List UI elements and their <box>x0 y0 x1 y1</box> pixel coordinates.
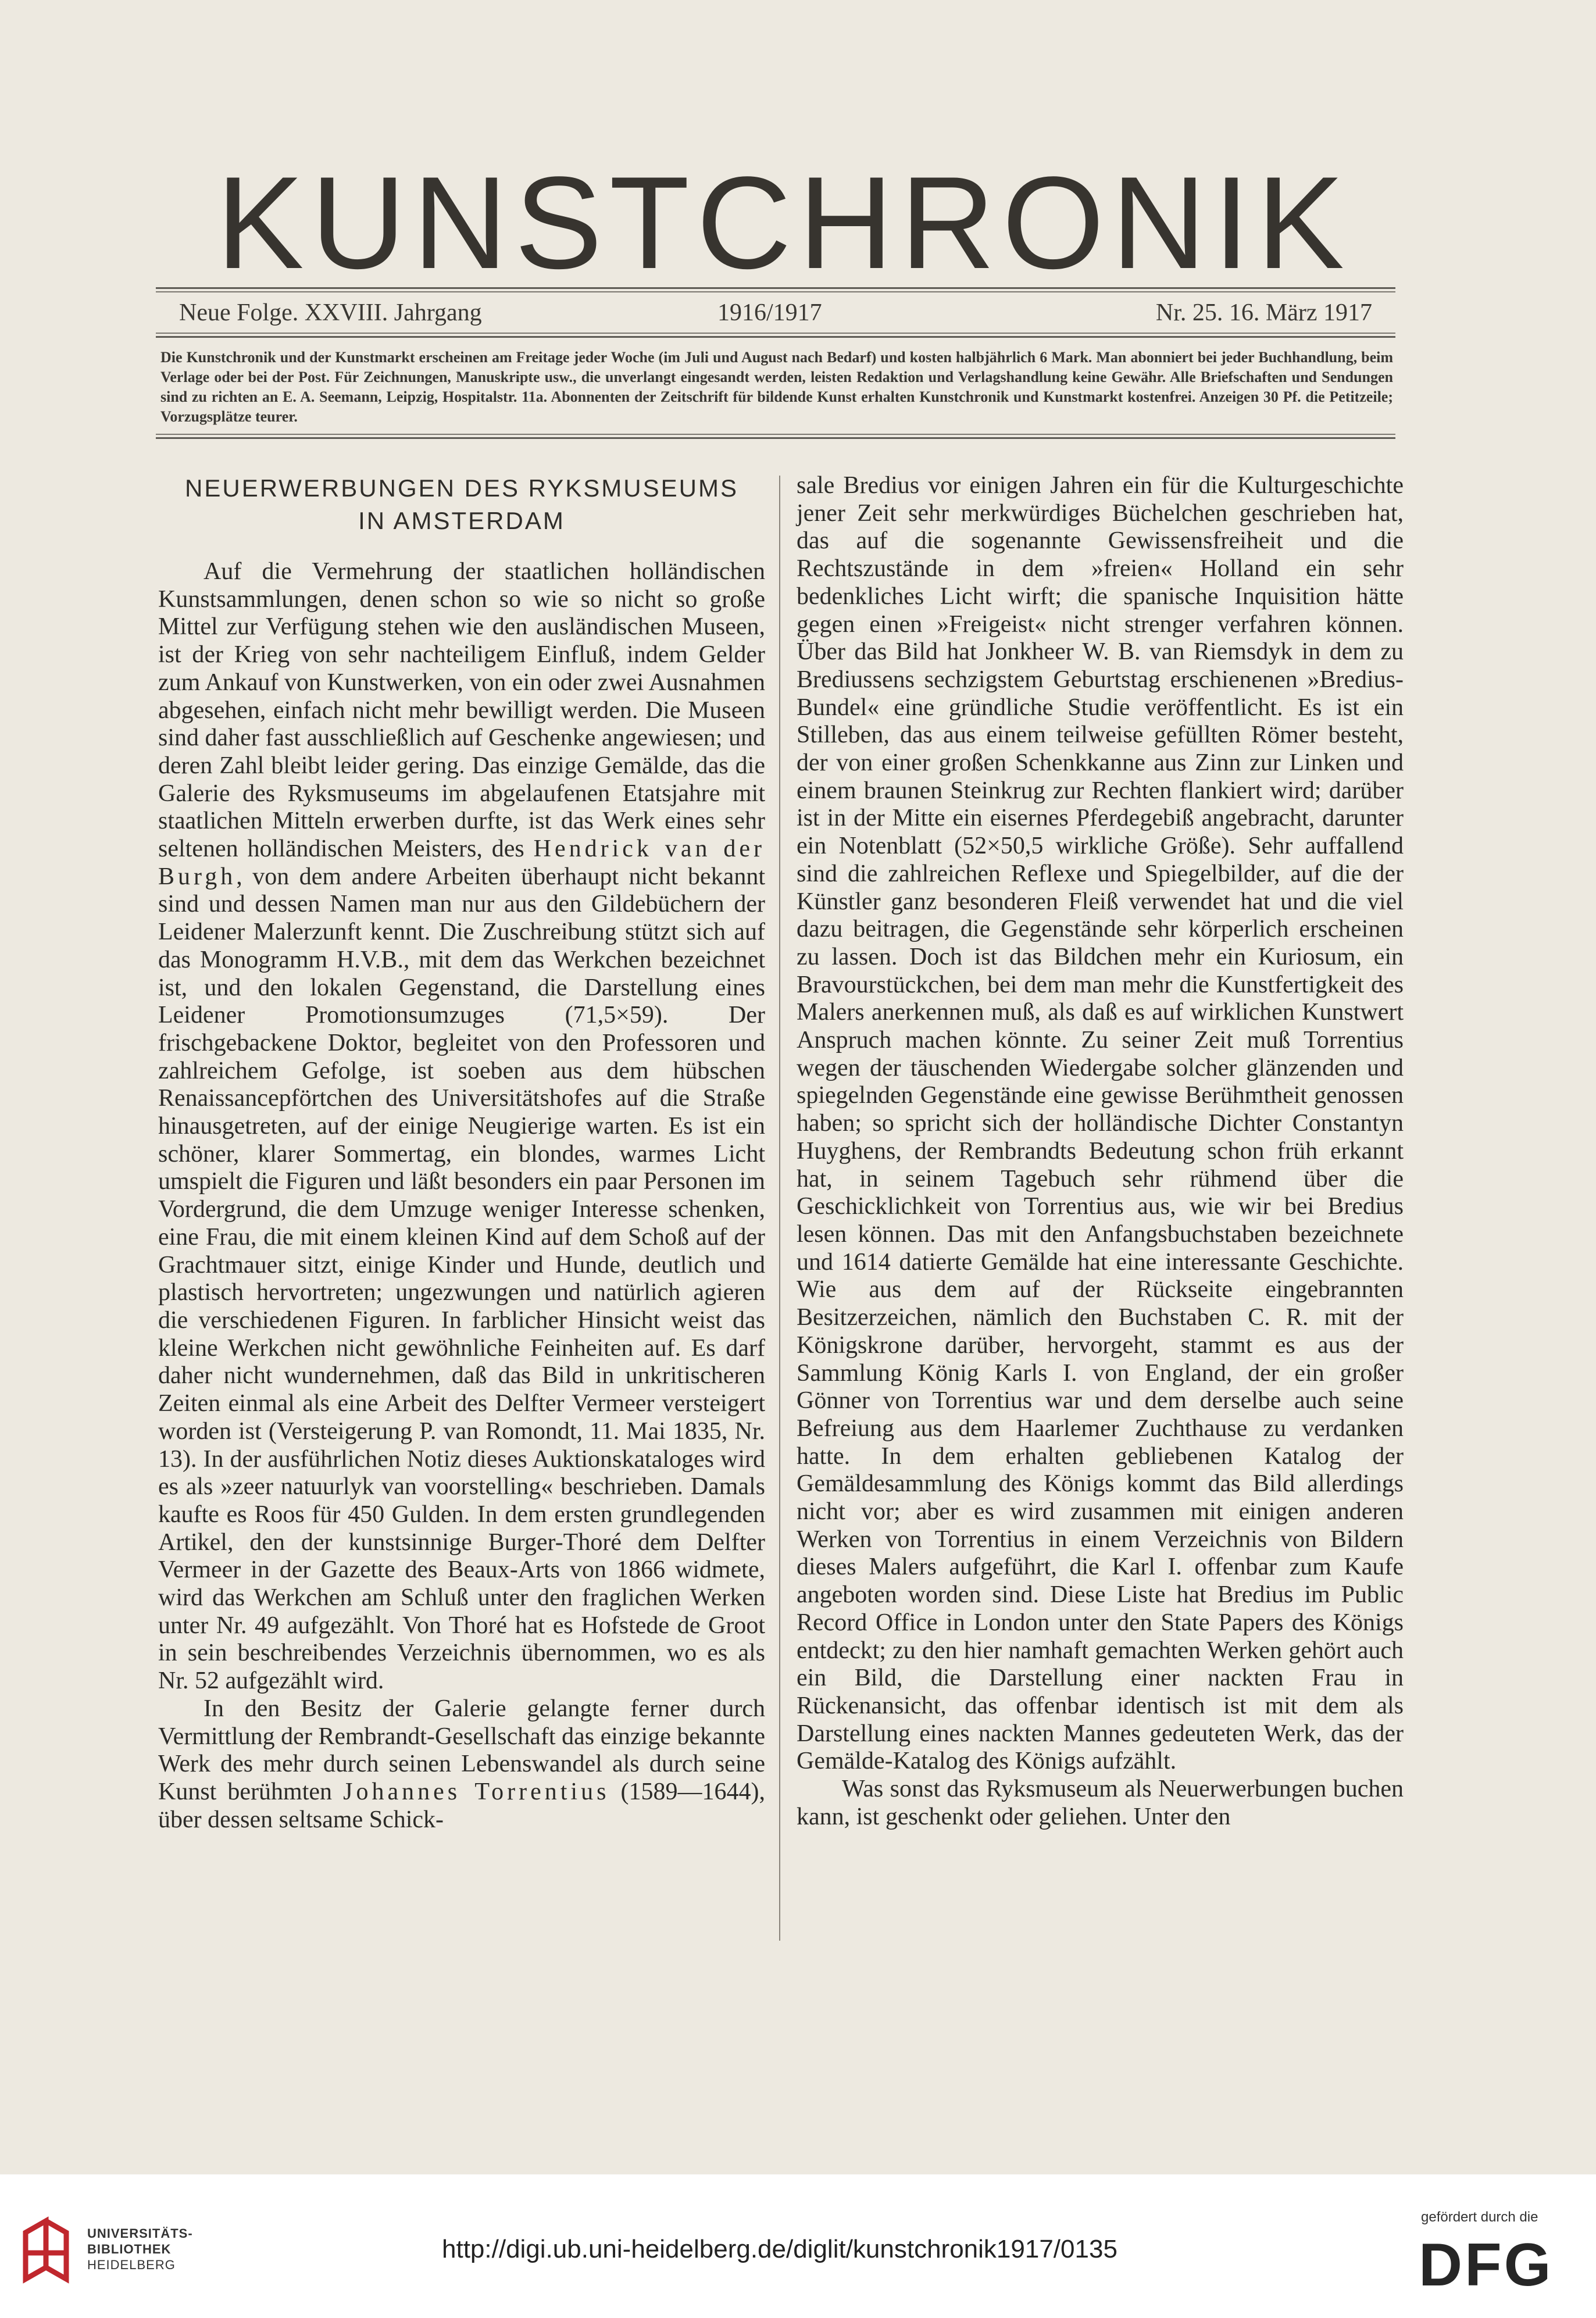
issue-number-date: Nr. 25. 16. März 1917 <box>1155 299 1372 326</box>
library-name-line3: HEIDELBERG <box>87 2258 176 2272</box>
masthead-title: KUNSTCHRONIK <box>216 149 1352 296</box>
article-paragraph <box>158 558 765 1695</box>
left-column <box>158 472 765 1834</box>
issue-year: 1916/1917 <box>717 299 822 326</box>
article-title-line1: NEUERWERBUNGEN DES RYKSMUSEUMS <box>185 474 738 502</box>
masthead-rule-top <box>156 287 1395 289</box>
right-column <box>797 472 1404 1831</box>
article-title-line2: IN AMSTERDAM <box>358 507 565 534</box>
notice-rule-2 <box>156 437 1395 439</box>
library-name-line2: BIBLIOTHEK <box>87 2242 172 2256</box>
digitization-footer <box>0 2174 1596 2318</box>
logo-mark <box>26 2221 66 2279</box>
library-name <box>87 2226 193 2273</box>
text-run: , von dem andere Arbeiten überhaupt nicht bekannt sind und dessen Namen man nur aus den Gildebüchern der Leidener Malerzunft kennt. Die Zuschreibung stützt sich auf das Monogramm H.V.B., mit dem das Werkchen bezeichnet ist, und den lokalen Gegenstand, die Darstellung eines Leidener Promotionsumzuges (71,5×59). Der frischgebackene Doktor, begleitet von den Professoren und zahlreichem Gefolge, ist soeben aus dem hübschen Renaissancepförtchen des Universitätshofes auf die Straße hinausgetreten, auf der einige Neugierige warten. Es ist ein schöner, klarer Sommertag, ein blondes, warmes Licht umspielt die Figuren und läßt besonders ein paar Personen im Vordergrund, die dem Umzuge weniger Interesse schenken, eine Frau, die mit einem kleinen Kind auf dem Schoß auf der Grachtmauer sitzt, einige Kinder und Hunde, deutlich und plastisch hervortreten; ungezwungen und natürlich agieren die verschiedenen Figuren. In farblicher Hinsicht weist das kleine Werkchen nicht gewöhnliche Feinheiten auf. Es darf daher nicht wundernehmen, daß das Bild in unkritischeren Zeiten einmal als eine Arbeit des Delfter Vermeer versteigert worden ist (Versteigerung P. van Romondt, 11. Mai 1835, Nr. 13). In der ausführlichen Notiz dieses Auktionskataloges wird es als »zeer natuurlyk van voorstelling« beschrieben. Damals kaufte es Roos für 450 Gulden. In dem ersten grundlegenden Artikel, den der kunstsinnige Burger-Thoré dem Delfter Vermeer in der Gazette des Beaux-Arts von 1866 widmete, wird das Werkchen am Schluß unter den fraglichen Werken unter Nr. 49 aufgezählt. Von Thoré hat es Hofstede de Groot in sein beschreibendes Verzeichnis übernommen, wo es als Nr. 52 aufgezählt wird. <box>158 863 765 1695</box>
dfg-logo: DFG <box>1419 2231 1554 2299</box>
column-divider <box>779 476 780 1941</box>
text-run: (1589—1644), über dessen seltsame Schick- <box>158 1778 766 1833</box>
issue-series: Neue Folge. XXVIII. Jahrgang <box>179 299 482 326</box>
library-name-line1: UNIVERSITÄTS- <box>87 2226 193 2241</box>
notice-rule <box>156 434 1395 435</box>
artist-name: Johannes Torrentius <box>343 1778 610 1805</box>
text-run: Auf die Vermehrung der staatlichen holländischen Kunstsammlungen, denen schon so wie so nicht so große Mittel zur Verfügung stehen wie den ausländischen Museen, ist der Krieg von sehr nachteiligem Einfluß, indem Gelder zum Ankauf von Kunstwerken, von ein oder zwei Ausnahmen abgesehen, einfach nicht mehr bewilligt werden. Die Museen sind daher fast ausschließlich auf Geschenke angewiesen; und deren Zahl bleibt leider gering. Das einzige Gemälde, das die Galerie des Ryksmuseums im abgelaufenen Etatsjahre mit staatlichen Mitteln erwerben durfte, ist das Werk eines sehr seltenen holländischen Meisters, des <box>158 558 765 863</box>
issue-line <box>179 299 1372 334</box>
article-paragraph <box>158 1695 765 1834</box>
article-paragraph: Was sonst das Ryksmuseum als Neuerwerbungen buchen kann, ist geschenkt oder geliehen. Unter den <box>797 1776 1404 1830</box>
subscription-notice: Die Kunstchronik und der Kunstmarkt erscheinen am Freitage jeder Woche (im Juli und August nach Bedarf) und kosten halbjährlich 6 Mark. Man abonniert bei jeder Buchhandlung, beim Verlage oder bei der Post. Für Zeichnungen, Manuskripte usw., die unverlangt eingesandt werden, leisten Redaktion und Verlagshandlung keine Gewähr. Alle Briefschaften und Sendungen sind zu richten an E. A. Seemann, Leipzig, Hospitalstr. 11a. Abonnenten der Zeitschrift für bildende Kunst erhalten Kunstchronik und Kunstmarkt kostenfrei. Anzeigen 30 Pf. die Petitzeile; Vorzugsplätze teurer. <box>160 349 1393 425</box>
funding-note: gefördert durch die <box>1421 2209 1538 2225</box>
text-run: In den Besitz der Galerie gelangte ferner durch Vermittlung der Rembrandt-Gesellschaft das einzige bekannte Werk des mehr durch seinen Lebenswandel als durch seine Kunst berühmten <box>158 1695 765 1805</box>
masthead-rule-top-2 <box>156 291 1395 292</box>
university-library-logo-icon <box>14 2209 78 2285</box>
article-paragraph: sale Bredius vor einigen Jahren ein für die Kulturgeschichte jener Zeit sehr merkwürdiges Büchelchen geschrieben hat, das auf die sogenannte Gewissensfreiheit und die Rechtszustände in dem »freien« Holland ein sehr bedenkliches Licht wirft; die spanische Inquisition hätte gegen einen »Freigeist« nicht strenger verfahren können. Über das Bild hat Jonkheer W. B. van Riemsdyk in dem zu Brediussens sechzigstem Geburtstag erschienenen »Bredius-Bundel« eine gründliche Studie veröffentlicht. Es ist ein Stilleben, das aus einem teilweise gefüllten Römer besteht, der von einer großen Schenkkanne aus Zinn zur Linken und einem braunen Steinkrug zur Rechten flankiert wird; darüber ist in der Mitte ein eisernes Pferdegebiß angebracht, darunter ein Notenblatt (52×50,5 wirkliche Größe). Sehr auffallend sind die zahlreichen Reflexe und Spiegelbilder, auf die der Künstler ganz besonderen Fleiß verwendet hat und die viel dazu beitragen, die Gegenstände sehr körperlich erscheinen zu lassen. Doch ist das Bildchen mehr ein Kuriosum, ein Bravourstückchen, bei dem man mehr die Kunstfertigkeit des Malers anerkennen muß, als daß es auf wirklichen Kunstwert Anspruch machen könnte. Zu seiner Zeit muß Torrentius wegen der täuschenden Wiedergabe solcher glänzenden und spiegelnden Gegenstände eine gewisse Berühmtheit genossen haben; so spricht sich der holländische Dichter Constantyn Huyghens, der Rembrandts Bedeutung schon früh erkannt hat, in seinem Tagebuch sehr rühmend über die Geschicklichkeit von Torrentius aus, wie wir bei Bredius lesen können. Das mit den Anfangsbuchstaben bezeichnete und 1614 datierte Gemälde hat eine interessante Geschichte. Wie aus dem auf der Rückseite eingebrannten Besitzerzeichen, nämlich den Buchstaben C. R. mit der Königskrone darüber, hervorgeht, stammt es aus der Sammlung König Karls I. von England, der ein großer Gönner von Torrentius war und dem derselbe auch seine Befreiung aus dem Haarlemer Zuchthause zu verdanken hatte. In dem erhalten gebliebenen Katalog der Gemäldesammlung des Königs kommt das Bild allerdings nicht vor; aber es wird zusammen mit einigen anderen Werken von Torrentius in einem Verzeichnis von Bildern dieses Malers aufgeführt, die Karl I. offenbar zum Kaufe angeboten worden sind. Diese Liste hat Bredius im Public Record Office in London unter den State Papers des Königs entdeckt; zu den hier namhaft gemachten Werken gehört auch ein Bild, die Darstellung einer nackten Frau in Rückenansicht, das offenbar identisch ist mit dem als Darstellung eines nackten Mannes gedeuteten Werk, das der Gemälde-Katalog des Königs aufzählt. <box>797 472 1404 1775</box>
issue-rule <box>156 333 1395 334</box>
artist-name: Hendrick van der Burgh <box>158 835 765 890</box>
issue-rule-2 <box>156 336 1395 338</box>
permalink-url[interactable]: http://digi.ub.uni-heidelberg.de/diglit/kunstchronik1917/0135 <box>442 2235 1117 2263</box>
article-title <box>158 472 765 537</box>
